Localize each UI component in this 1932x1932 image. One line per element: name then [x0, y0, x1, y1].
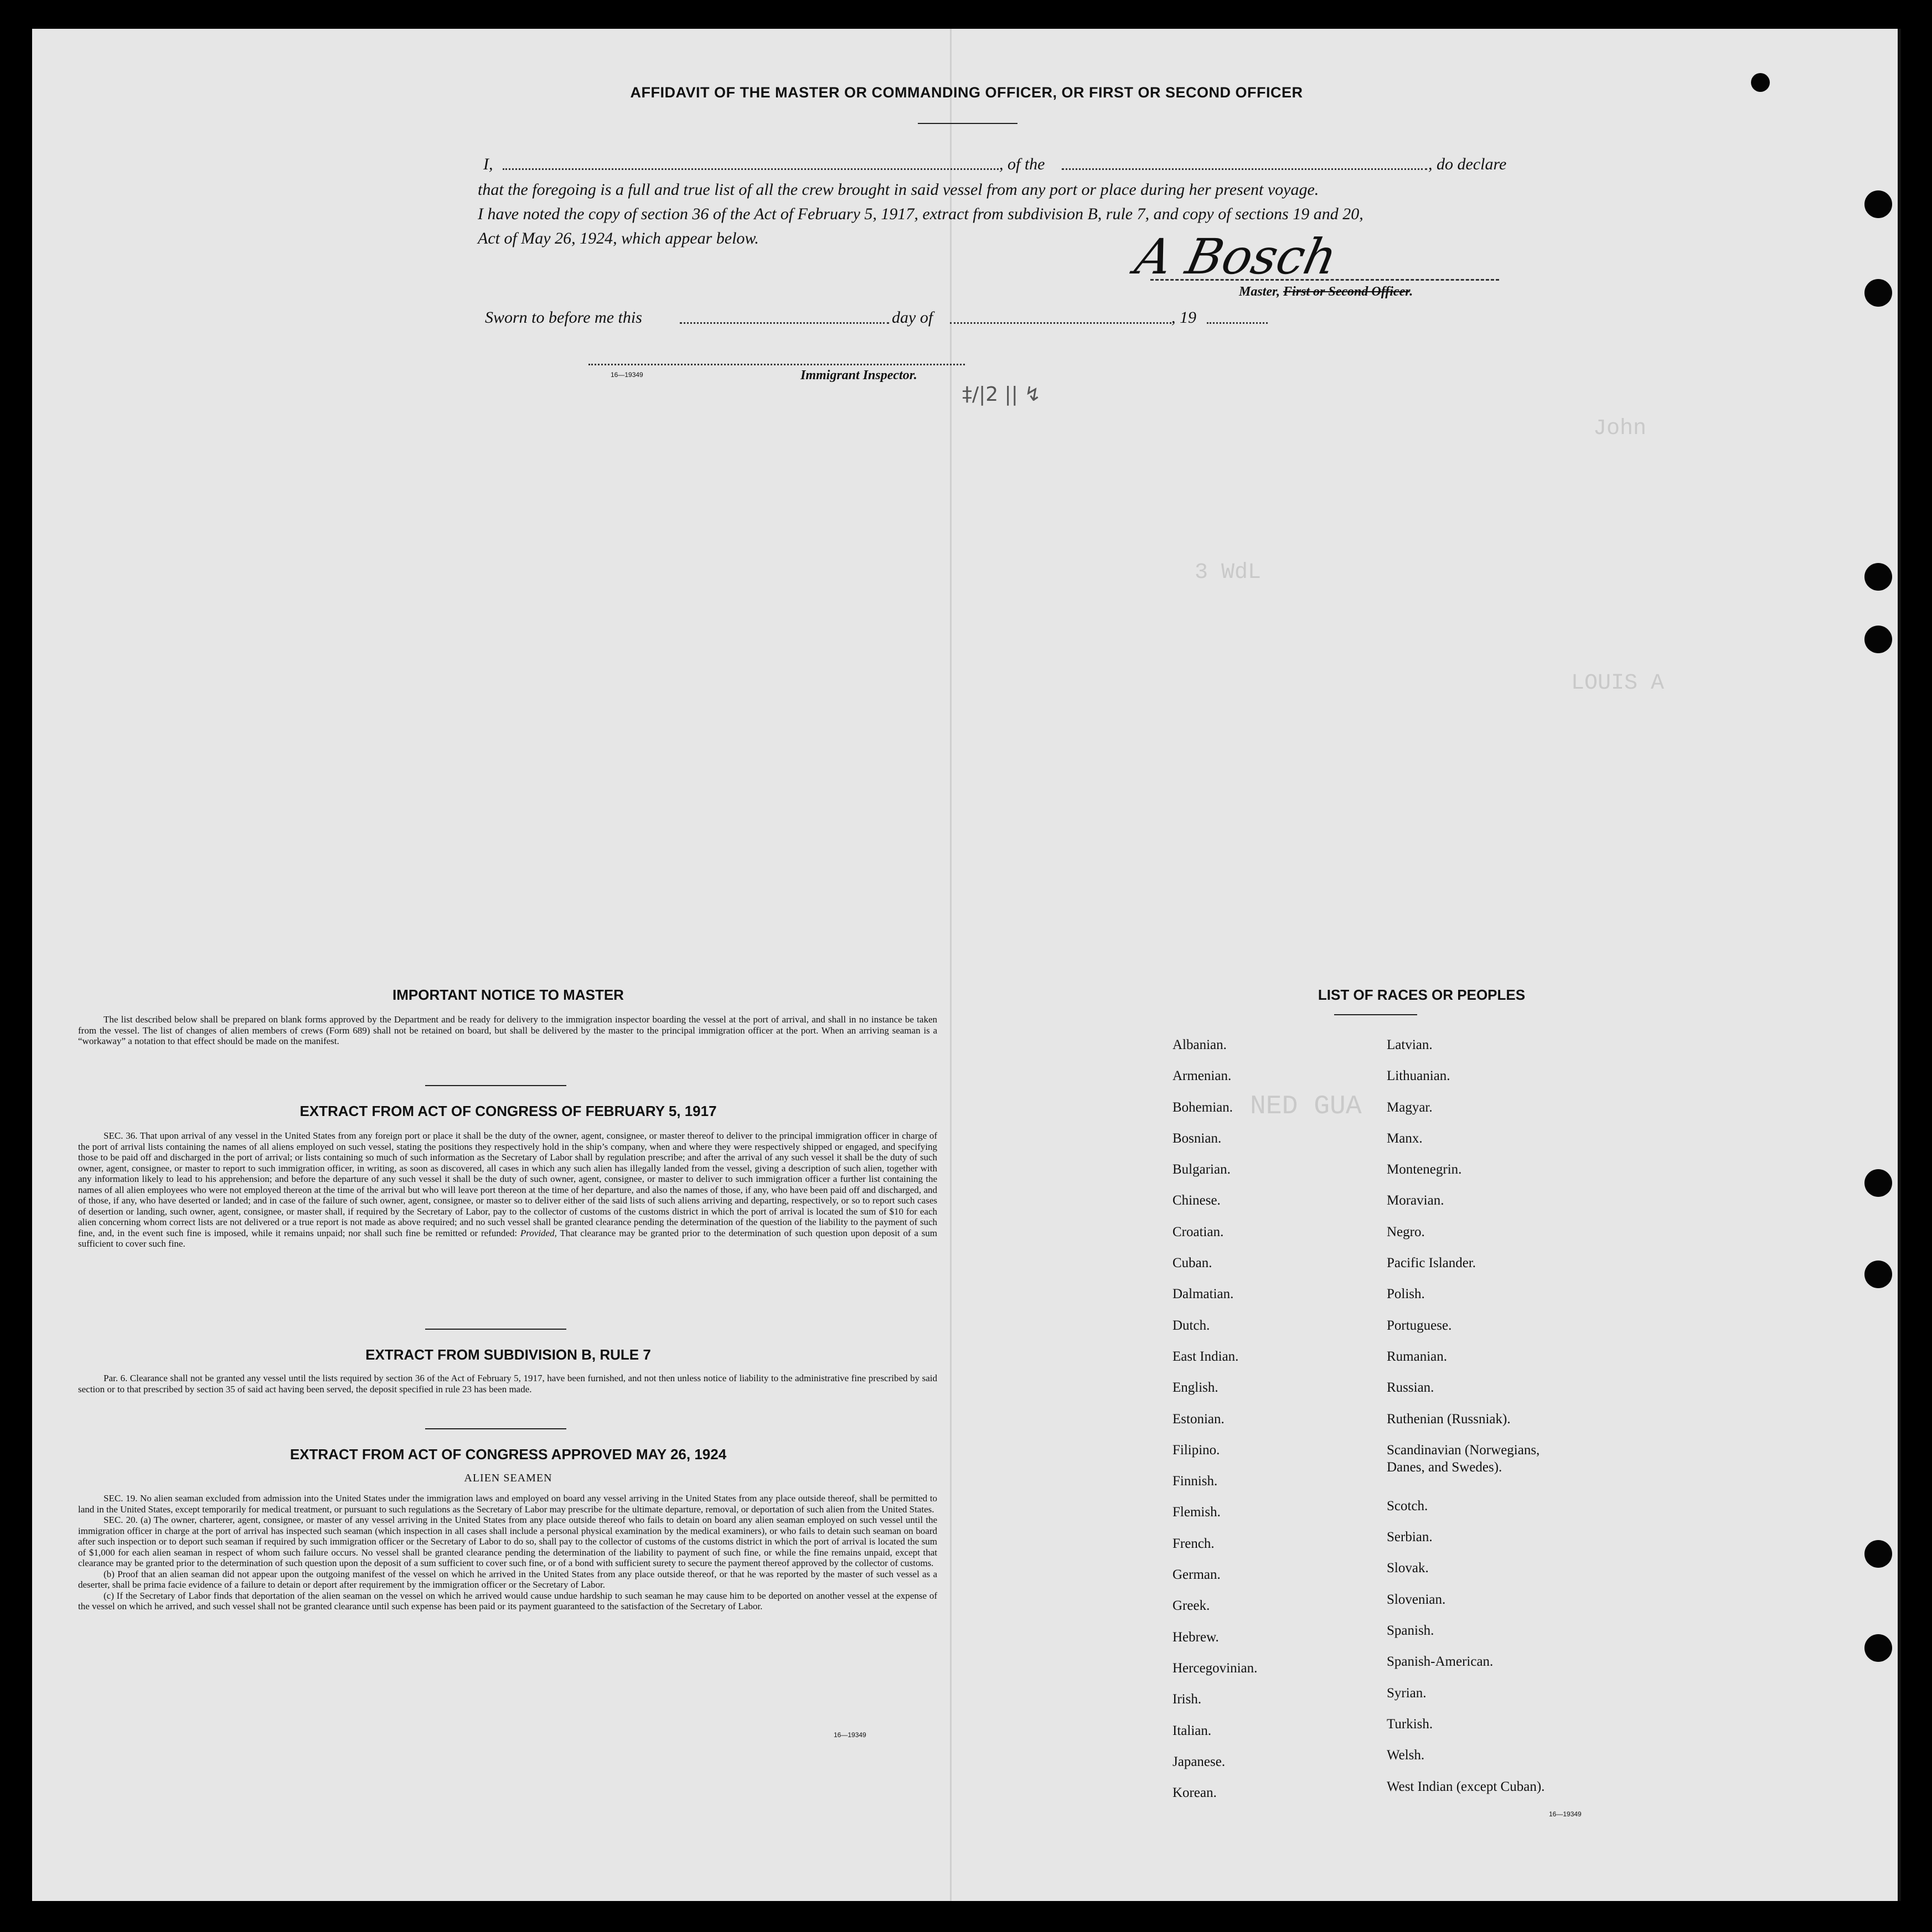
race-item: West Indian (except Cuban). [1387, 1779, 1545, 1794]
section-divider [425, 1085, 566, 1086]
title-divider [918, 123, 1017, 124]
race-item: Magyar. [1387, 1099, 1433, 1115]
punch-hole [1864, 1169, 1892, 1197]
race-item: Scotch. [1387, 1498, 1428, 1513]
sec20b-paragraph: (b) Proof that an alien seaman did not appear upon the outgoing manifest of the vessel on which he arrived in the United States from any place outside thereof, or that he was reported by the master of such vessel as a deserter, shall be prima facie evidence of a failure to detain or deport after requirement by the immigration officer or the Secretary of Labor. [78, 1568, 937, 1590]
race-item: Chinese. [1172, 1193, 1221, 1208]
race-item: Bulgarian. [1172, 1162, 1231, 1177]
sworn-year-field[interactable] [1207, 322, 1268, 324]
page-edge [1898, 29, 1901, 1901]
sec36-text: SEC. 36. That upon arrival of any vessel in the United States from any foreign port or place it shall be the duty of the owner, agent, consignee, or master thereof to deliver to the principal immigration officer in charge of the port of arrival lists containing the names of all aliens employed on such vessel, stating the positions they respectively hold in the ship’s company, when and where they were respectively shipped or engaged, and specifying those to be paid off and discharged in the port of arrival; or lists containing so much of such information as the Secretary of Labor shall by regulation prescribe; and after the arrival of any such vessel it shall be the duty of such owner, agent, consignee, or master to report to such immigration officer, in writing, as soon as discovered, all cases in which any such alien has illegally landed from the vessel, giving a description of such alien, together with any information likely to lead to his apprehension; and before the departure of any such vessel it shall be the duty of such owner, agent, consignee, or master to deliver to such immigration officer a further list containing the names of all alien employees who were not employed thereon at the time of the arrival but who will leave port thereon at the time of her departure, and also the names of those, if any, who have been paid off and discharged, and of those, if any, who have deserted or landed; and in case of the failure of such owner, agent, consignee, or master so to deliver either of the said lists of such aliens arriving and departing, respectively, or so to report such cases of desertion or landing, such owner, agent, consignee, or master shall, if required by the Secretary of Labor, pay to the collector of customs of the customs district in which the port of arrival is located the sum of $10 for each alien concerning whom correct lists are not delivered or a true report is not made as above required; and no such vessel shall be granted clearance pending the determination of the question of the liability to the payment of such fine, and, in the event such fine is imposed, while it remains unpaid; nor shall such fine be remitted or refunded: [78, 1130, 937, 1238]
race-item: Finnish. [1172, 1474, 1218, 1489]
form-number: 16—19349 [834, 1731, 866, 1739]
punch-hole [1864, 279, 1892, 307]
races-title: LIST OF RACES OR PEOPLES [1318, 986, 1526, 1003]
notice-paragraph: The list described below shall be prepared on blank forms approved by the Department and be ready for delivery to the immigration inspector boarding the vessel at the port of arrival, and shall in no instance be taken from the vessel. The list of changes of alien members of crews (Form 689) shall not be retained on board, but shall be delivered by the master to the principal immigration officer at the port. When an arriving seaman is a “workaway” a notation to that effect should be made on the manifest. [78, 1014, 937, 1046]
race-item: Flemish. [1172, 1505, 1221, 1520]
race-item: Hebrew. [1172, 1629, 1219, 1645]
race-item: Greek. [1172, 1598, 1210, 1614]
race-item: Estonian. [1172, 1411, 1225, 1427]
race-item: Spanish. [1387, 1623, 1434, 1639]
race-item: Slovenian. [1387, 1592, 1446, 1607]
center-fold [950, 29, 952, 1901]
race-item: French. [1172, 1536, 1215, 1551]
races-right-column [1387, 1030, 1544, 1802]
punch-hole [1864, 1261, 1892, 1288]
sec20c-paragraph: (c) If the Secretary of Labor finds that deportation of the alien seaman on the vessel on which he arrived would cause undue hardship to such seaman he may cause him to be deported on another vessel at the expense of the vessel on which he arrived, and such vessel shall not be granted clearance until such expense has been paid or its payment guaranteed to the satisfaction of the Secretary of Labor. [78, 1590, 937, 1611]
race-item: Portuguese. [1387, 1318, 1452, 1333]
race-item: Albanian. [1172, 1037, 1227, 1052]
pencil-annotation: ‡/|2 || ↯ [962, 383, 1041, 406]
affidavit-title: AFFIDAVIT OF THE MASTER OR COMMANDING OFFICER, OR FIRST OR SECOND OFFICER [630, 84, 1303, 101]
race-item: Bosnian. [1172, 1130, 1222, 1146]
race-item: Scandinavian (Norwegians, Danes, and Swedes). [1387, 1442, 1540, 1475]
signature-line [1150, 279, 1499, 281]
races-left-column [1172, 1030, 1257, 1809]
rule7-paragraph: Par. 6. Clearance shall not be granted any vessel until the lists required by section 36 of the Act of February 5, 1917, have been furnished, and not then unless notice of liability to the administrative fine prescribed by said section or to that prescribed by section 35 of said act having been served, the deposit specified in rule 23 has been made. [78, 1373, 937, 1394]
punch-hole [1864, 563, 1892, 591]
affidavit-declare-label: , do declare [1428, 155, 1507, 173]
form-number: 16—19349 [1549, 1810, 1582, 1818]
race-item: Armenian. [1172, 1068, 1232, 1084]
sworn-label: Sworn to before me this [485, 308, 642, 327]
race-item: Ruthenian (Russniak). [1387, 1411, 1511, 1427]
alien-seamen-subtitle: ALIEN SEAMEN [464, 1472, 552, 1484]
sec36-paragraph [78, 1130, 937, 1249]
sec36-provided: Provided, [520, 1227, 557, 1238]
bleed-through-text: John [1593, 416, 1647, 441]
rule7-body [78, 1373, 937, 1394]
race-item: Croatian. [1172, 1224, 1224, 1239]
race-item: German. [1172, 1567, 1221, 1583]
notice-title: IMPORTANT NOTICE TO MASTER [392, 986, 624, 1003]
affidavit-line-4: Act of May 26, 1924, which appear below. [478, 229, 759, 247]
signer-label-master: Master, [1239, 285, 1280, 299]
race-item: Irish. [1172, 1692, 1202, 1707]
race-item: Manx. [1387, 1130, 1423, 1146]
section-divider [425, 1329, 566, 1330]
race-item: Welsh. [1387, 1748, 1425, 1763]
bleed-through-text: NED GUA [1250, 1092, 1362, 1122]
bleed-through-text: LOUIS A [1571, 671, 1665, 696]
sworn-year-label: , 19 [1171, 308, 1196, 327]
rule7-title: EXTRACT FROM SUBDIVISION B, RULE 7 [365, 1346, 651, 1363]
race-item: Dalmatian. [1172, 1287, 1234, 1302]
affidavit-line-3: I have noted the copy of section 36 of the Act of February 5, 1917, extract from subdivision B, rule 7, and copy of sections 19 and 20, [478, 205, 1363, 223]
punch-hole [1864, 1540, 1892, 1568]
affidavit-line-2: that the foregoing is a full and true list of all the crew brought in said vessel from any port or place during her present voyage. [478, 180, 1319, 199]
form-number: 16—19349 [611, 371, 643, 379]
inspector-label: Immigrant Inspector. [800, 368, 917, 383]
race-item: Turkish. [1387, 1716, 1433, 1732]
race-item: East Indian. [1172, 1349, 1239, 1364]
sworn-month-field[interactable] [950, 322, 1171, 324]
race-item: Italian. [1172, 1723, 1212, 1738]
declarant-name-field[interactable] [503, 168, 999, 170]
race-item: Spanish-American. [1387, 1654, 1494, 1670]
bleed-through-text: 3 WdL [1195, 560, 1262, 585]
race-item: Slovak. [1387, 1561, 1429, 1576]
extract-1924-body [78, 1493, 937, 1612]
sec19-paragraph: SEC. 19. No alien seaman excluded from admission into the United States under the immigration laws and employed on board any vessel arriving in the United States from any place outside thereof, shall be permitted to land in the United States, except temporarily for medical treatment, or pursuant to such regulations as the Secretary of Labor may prescribe for the ultimate departure, removal, or deportation of such alien from the United States. [78, 1493, 937, 1515]
notice-body [78, 1014, 937, 1047]
sec20a-paragraph: SEC. 20. (a) The owner, charterer, agent, consignee, or master of any vessel arriving in the United States from any place outside thereof who fails to detain on board any alien seaman employed on such vessel until the immigration officer in charge at the port of arrival has inspected such seaman (which inspection in all cases shall include a personal physical examination by the medical examiners), or who fails to detain such seaman on board after such inspection or to deport such seaman if required by such immigration officer or the Secretary of Labor to do so, shall pay to the collector of customs of the customs district in which the port of arrival is located the sum of $1,000 for each alien seaman in respect of whom such failure occurs. No vessel shall be granted clearance pending the determination of the liability to payment of such fine, or while the fine remains unpaid, except that clearance may be granted prior to the determination of such question upon the deposit of a sum sufficient to cover such fine, or of a bond with sufficient surety to secure the payment thereof approved by the collector of customs. [78, 1515, 937, 1568]
signer-label-struck: First or Second Officer [1283, 285, 1410, 299]
race-item: Syrian. [1387, 1685, 1427, 1701]
race-item: Filipino. [1172, 1442, 1220, 1458]
race-item: Montenegrin. [1387, 1162, 1462, 1177]
race-item: Hercegovinian. [1172, 1660, 1258, 1676]
sworn-day-of-label: day of [892, 308, 933, 327]
race-item: Bohemian. [1172, 1099, 1233, 1115]
race-item: Cuban. [1172, 1256, 1212, 1271]
document-page [32, 29, 1901, 1901]
extract-1917-body [78, 1130, 937, 1249]
races-divider [1334, 1014, 1417, 1015]
sec36-text-end: That clearance may be granted prior to the determination of such question upon deposit of a sum sufficient to cover such fine. [78, 1227, 937, 1249]
race-item: Serbian. [1387, 1530, 1433, 1545]
extract-1917-title: EXTRACT FROM ACT OF CONGRESS OF FEBRUARY 5, 1917 [299, 1103, 717, 1119]
punch-hole [1864, 1634, 1892, 1662]
race-item: English. [1172, 1380, 1218, 1396]
affidavit-vessel-label: , of the [999, 155, 1045, 173]
race-item: Pacific Islander. [1387, 1256, 1476, 1271]
vessel-name-field[interactable] [1062, 168, 1427, 170]
race-item: Rumanian. [1387, 1349, 1448, 1364]
extract-1924-title: EXTRACT FROM ACT OF CONGRESS APPROVED MAY 26, 1924 [290, 1446, 727, 1463]
signer-label-end: . [1409, 285, 1413, 299]
race-item: Korean. [1172, 1785, 1217, 1801]
signer-title [1239, 285, 1413, 299]
race-item: Negro. [1387, 1224, 1425, 1239]
race-item: Russian. [1387, 1380, 1434, 1396]
punch-hole [1864, 626, 1892, 653]
inspector-signature-line[interactable] [588, 364, 965, 365]
race-item: Lithuanian. [1387, 1068, 1450, 1084]
race-item: Polish. [1387, 1287, 1425, 1302]
section-divider [425, 1428, 566, 1429]
affidavit-declarant-label: I, [483, 155, 493, 173]
race-item: Moravian. [1387, 1193, 1444, 1208]
punch-hole [1864, 190, 1892, 218]
master-signature: A Bosch [1130, 228, 1342, 285]
race-item: Dutch. [1172, 1318, 1210, 1333]
race-item: Japanese. [1172, 1754, 1226, 1769]
race-item: Latvian. [1387, 1037, 1433, 1052]
sworn-day-field[interactable] [680, 322, 889, 324]
